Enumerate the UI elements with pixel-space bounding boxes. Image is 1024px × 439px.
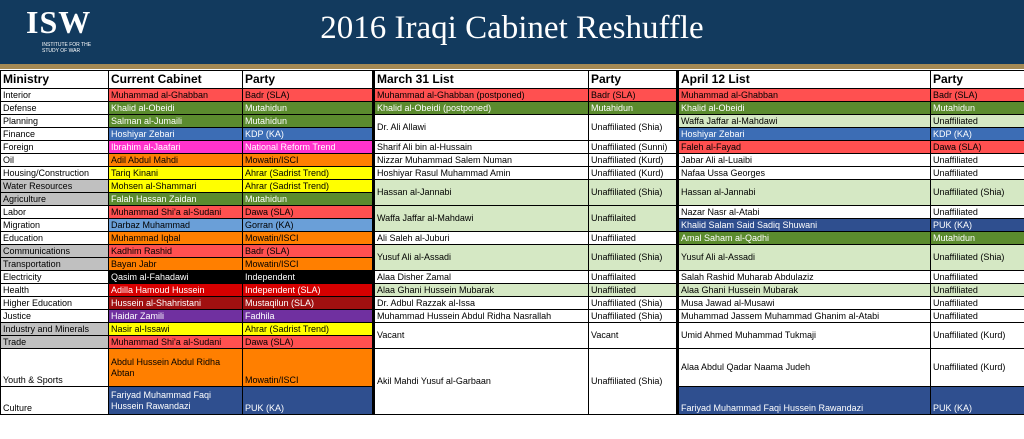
current-minister-cell: Qasim al-Fahadawi — [109, 271, 243, 284]
ministry-cell: Housing/Construction — [1, 167, 109, 180]
april12-minister-cell: Umid Ahmed Muhammad Tukmaji — [678, 323, 931, 349]
col-header-april12-party: Party — [931, 71, 1024, 89]
table-row — [1, 232, 1024, 245]
march31-minister-cell: Dr. Ali Allawi — [374, 115, 589, 141]
table-row — [1, 89, 1024, 102]
ministry-cell: Justice — [1, 310, 109, 323]
current-party-cell: Badr (SLA) — [243, 89, 374, 102]
page-title: 2016 Iraqi Cabinet Reshuffle — [320, 10, 704, 46]
april12-party-cell: KDP (KA) — [931, 128, 1024, 141]
april12-party-cell: Unaffiliated (Shia) — [931, 245, 1024, 271]
table-row — [1, 271, 1024, 284]
current-minister-cell: Nasir al-Issawi — [109, 323, 243, 336]
current-party-cell: Mowatin/ISCI — [243, 258, 374, 271]
march31-party-cell: Unaffiliated (Shia) — [589, 115, 678, 141]
april12-party-cell: Unaffiliated — [931, 271, 1024, 284]
april12-minister-cell: Jabar Ali al-Luaibi — [678, 154, 931, 167]
current-party-cell: Dawa (SLA) — [243, 206, 374, 219]
table-row — [1, 310, 1024, 323]
april12-party-cell: Dawa (SLA) — [931, 141, 1024, 154]
current-party-cell: Mowatin/ISCI — [243, 154, 374, 167]
table-row — [1, 102, 1024, 115]
march31-minister-cell: Muhammad al-Ghabban (postponed) — [374, 89, 589, 102]
current-party-cell: Independent — [243, 271, 374, 284]
april12-party-cell: Unaffiliated — [931, 167, 1024, 180]
current-party-cell: Ahrar (Sadrist Trend) — [243, 167, 374, 180]
table-header-row — [1, 71, 1024, 89]
april12-minister-cell: Hoshiyar Zebari — [678, 128, 931, 141]
current-minister-cell: Khalid al-Obeidi — [109, 102, 243, 115]
ministry-cell: Agriculture — [1, 193, 109, 206]
table-row — [1, 206, 1024, 219]
current-minister-cell: Muhammad Shi'a al-Sudani — [109, 206, 243, 219]
table-row — [1, 323, 1024, 336]
col-header-march31-party: Party — [589, 71, 678, 89]
april12-minister-cell: Amal Saham al-Qadhi — [678, 232, 931, 245]
march31-minister-cell: Ali Saleh al-Juburi — [374, 232, 589, 245]
march31-party-cell: Unaffiliated (Shia) — [589, 180, 678, 206]
april12-minister-cell: Khalid al-Obeidi — [678, 102, 931, 115]
march31-minister-cell: Dr. Adbul Razzak al-Issa — [374, 297, 589, 310]
ministry-cell: Finance — [1, 128, 109, 141]
ministry-cell: Youth & Sports — [1, 349, 109, 387]
current-party-cell: National Reform Trend — [243, 141, 374, 154]
march31-party-cell: Mutahidun — [589, 102, 678, 115]
april12-minister-cell: Alaa Ghani Hussein Mubarak — [678, 284, 931, 297]
ministry-cell: Transportation — [1, 258, 109, 271]
current-party-cell: Badr (SLA) — [243, 245, 374, 258]
april12-minister-cell: Nafaa Ussa Georges — [678, 167, 931, 180]
current-minister-cell: Kadhim Rashid — [109, 245, 243, 258]
march31-party-cell: Unaffilaited — [589, 206, 678, 232]
current-minister-cell: Hoshiyar Zebari — [109, 128, 243, 141]
march31-party-cell: Vacant — [589, 323, 678, 349]
april12-party-cell: Unaffiliated — [931, 206, 1024, 219]
table-row — [1, 297, 1024, 310]
april12-party-cell: Unaffiliated — [931, 284, 1024, 297]
ministry-cell: Communications — [1, 245, 109, 258]
current-party-cell: Mustaqilun (SLA) — [243, 297, 374, 310]
april12-party-cell: Unaffiliated — [931, 115, 1024, 128]
march31-party-cell: Unaffiliated (Kurd) — [589, 167, 678, 180]
ministry-cell: Labor — [1, 206, 109, 219]
march31-minister-cell: Khalid al-Obeidi (postponed) — [374, 102, 589, 115]
table-row — [1, 141, 1024, 154]
table-row — [1, 349, 1024, 387]
march31-party-cell: Unaffiliated (Shia) — [589, 349, 678, 415]
march31-party-cell: Unaffilaited — [589, 271, 678, 284]
current-minister-cell: Ibrahim al-Jaafari — [109, 141, 243, 154]
current-party-cell: Mowatin/ISCI — [243, 349, 374, 387]
current-minister-cell: Muhammad al-Ghabban — [109, 89, 243, 102]
april12-party-cell: Unaffiliated (Shia) — [931, 180, 1024, 206]
current-party-cell: Dawa (SLA) — [243, 336, 374, 349]
april12-party-cell: Unaffiliated — [931, 297, 1024, 310]
march31-minister-cell: Hassan al-Jannabi — [374, 180, 589, 206]
ministry-cell: Electricity — [1, 271, 109, 284]
ministry-cell: Foreign — [1, 141, 109, 154]
april12-party-cell: PUK (KA) — [931, 387, 1024, 415]
header-divider — [0, 64, 1024, 69]
col-header-april12-list: April 12 List — [678, 71, 931, 89]
march31-party-cell: Unaffiliated — [589, 284, 678, 297]
table-body — [1, 89, 1024, 415]
april12-minister-cell: Salah Rashid Muharab Abdulaziz — [678, 271, 931, 284]
march31-party-cell: Unaffiliated (Sunni) — [589, 141, 678, 154]
current-minister-cell: Salman al-Jumaili — [109, 115, 243, 128]
march31-minister-cell: Akil Mahdi Yusuf al-Garbaan — [374, 349, 589, 415]
current-party-cell: Independent (SLA) — [243, 284, 374, 297]
ministry-cell: Trade — [1, 336, 109, 349]
march31-minister-cell: Nizzar Muhammad Salem Numan — [374, 154, 589, 167]
current-party-cell: Fadhila — [243, 310, 374, 323]
ministry-cell: Migration — [1, 219, 109, 232]
current-minister-cell: Falah Hassan Zaidan — [109, 193, 243, 206]
april12-party-cell: PUK (KA) — [931, 219, 1024, 232]
march31-party-cell: Unaffiliated (Shia) — [589, 310, 678, 323]
april12-party-cell: Unaffiliated — [931, 154, 1024, 167]
current-minister-cell: Muhammad Shi'a al-Sudani — [109, 336, 243, 349]
ministry-cell: Health — [1, 284, 109, 297]
table-row — [1, 245, 1024, 258]
col-header-current-party: Party — [243, 71, 374, 89]
cabinet-table — [0, 70, 1024, 415]
ministry-cell: Planning — [1, 115, 109, 128]
current-minister-cell: Bayan Jabr — [109, 258, 243, 271]
current-party-cell: PUK (KA) — [243, 387, 374, 415]
logo-text: ISW — [26, 4, 92, 40]
table-row — [1, 180, 1024, 193]
current-minister-cell: Darbaz Muhammad — [109, 219, 243, 232]
table-row — [1, 154, 1024, 167]
march31-minister-cell: Muhammad Hussein Abdul Ridha Nasrallah — [374, 310, 589, 323]
march31-minister-cell: Vacant — [374, 323, 589, 349]
march31-party-cell: Unaffiliated (Shia) — [589, 297, 678, 310]
march31-minister-cell: Alaa Disher Zamal — [374, 271, 589, 284]
ministry-cell: Industry and Minerals — [1, 323, 109, 336]
march31-minister-cell: Hoshiyar Rasul Muhammad Amin — [374, 167, 589, 180]
march31-minister-cell: Yusuf Ali al-Assadi — [374, 245, 589, 271]
ministry-cell: Oil — [1, 154, 109, 167]
april12-party-cell: Mutahidun — [931, 102, 1024, 115]
current-party-cell: Ahrar (Sadrist Trend) — [243, 180, 374, 193]
april12-party-cell: Unaffiliated — [931, 310, 1024, 323]
ministry-cell: Education — [1, 232, 109, 245]
current-minister-cell: Muhammad Iqbal — [109, 232, 243, 245]
col-header-current-cabinet: Current Cabinet — [109, 71, 243, 89]
current-party-cell: Mutahidun — [243, 115, 374, 128]
april12-party-cell: Unaffiliated (Kurd) — [931, 323, 1024, 349]
april12-minister-cell: Hassan al-Jannabi — [678, 180, 931, 206]
march31-party-cell: Unaffiliated (Kurd) — [589, 154, 678, 167]
april12-party-cell: Mutahidun — [931, 232, 1024, 245]
col-header-ministry: Ministry — [1, 71, 109, 89]
current-party-cell: KDP (KA) — [243, 128, 374, 141]
april12-party-cell: Unaffiliated (Kurd) — [931, 349, 1024, 387]
current-minister-cell: Hussein al-Shahristani — [109, 297, 243, 310]
current-minister-cell: Fariyad Muhammad Faqi Hussein Rawandazi — [109, 387, 243, 415]
current-minister-cell: Mohsen al-Shammari — [109, 180, 243, 193]
table-row — [1, 284, 1024, 297]
current-minister-cell: Haidar Zamili — [109, 310, 243, 323]
april12-minister-cell: Muhammad Jassem Muhammad Ghanim al-Atabi — [678, 310, 931, 323]
current-minister-cell: Adil Abdul Mahdi — [109, 154, 243, 167]
march31-minister-cell: Sharif Ali bin al-Hussain — [374, 141, 589, 154]
current-minister-cell: Adilla Hamoud Hussein — [109, 284, 243, 297]
ministry-cell: Interior — [1, 89, 109, 102]
current-party-cell: Mutahidun — [243, 102, 374, 115]
current-party-cell: Mowatin/ISCI — [243, 232, 374, 245]
april12-minister-cell: Fariyad Muhammad Faqi Hussein Rawandazi — [678, 387, 931, 415]
april12-minister-cell: Waffa Jaffar al-Mahdawi — [678, 115, 931, 128]
current-minister-cell: Abdul Hussein Abdul Ridha Abtan — [109, 349, 243, 387]
current-minister-cell: Tariq Kinani — [109, 167, 243, 180]
current-party-cell: Gorran (KA) — [243, 219, 374, 232]
ministry-cell: Higher Education — [1, 297, 109, 310]
april12-minister-cell: Yusuf Ali al-Assadi — [678, 245, 931, 271]
table-row — [1, 115, 1024, 128]
table-row — [1, 167, 1024, 180]
march31-party-cell: Unaffiliated (Shia) — [589, 245, 678, 271]
march31-party-cell: Badr (SLA) — [589, 89, 678, 102]
logo-subtext: INSTITUTE FOR THE STUDY OF WAR — [42, 42, 92, 54]
april12-minister-cell: Alaa Abdul Qadar Naama Judeh — [678, 349, 931, 387]
march31-party-cell: Unaffiliated — [589, 232, 678, 245]
march31-minister-cell: Waffa Jaffar al-Mahdawi — [374, 206, 589, 232]
april12-minister-cell: Muhammad al-Ghabban — [678, 89, 931, 102]
march31-minister-cell: Alaa Ghani Hussein Mubarak — [374, 284, 589, 297]
header-banner — [0, 0, 1024, 64]
april12-minister-cell: Khalid Salam Said Sadiq Shuwani — [678, 219, 931, 232]
ministry-cell: Defense — [1, 102, 109, 115]
april12-minister-cell: Faleh al-Fayad — [678, 141, 931, 154]
current-party-cell: Mutahidun — [243, 193, 374, 206]
col-header-march31-list: March 31 List — [374, 71, 589, 89]
ministry-cell: Culture — [1, 387, 109, 415]
current-party-cell: Ahrar (Sadrist Trend) — [243, 323, 374, 336]
april12-minister-cell: Musa Jawad al-Musawi — [678, 297, 931, 310]
april12-party-cell: Badr (SLA) — [931, 89, 1024, 102]
april12-minister-cell: Nazar Nasr al-Atabi — [678, 206, 931, 219]
ministry-cell: Water Resources — [1, 180, 109, 193]
